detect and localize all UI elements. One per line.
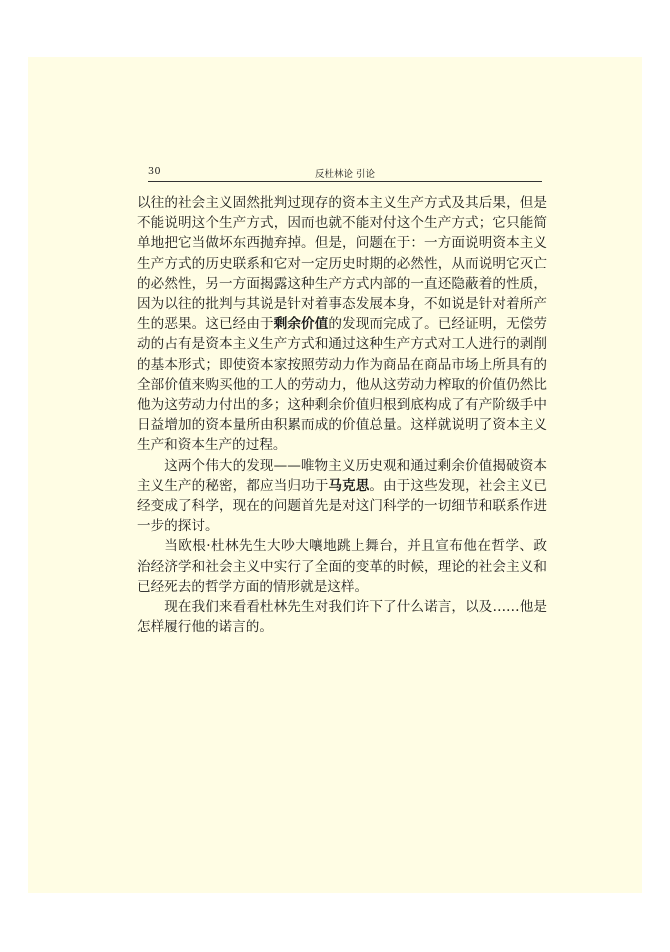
bold-term-marx: 马克思 (328, 477, 370, 494)
paragraph-promises: 现在我们来看看杜林先生对我们许下了什么诺言，以及……他是怎样履行他的诺言的。 (137, 599, 547, 636)
paragraph-text: 的发现而完成了。已经证明，无偿劳动的占有是资本主义生产方式和通过这种生产方式对工人进行的剥削的基本形式；即使资本家按照劳动力作为商品在商品市场上所具有的全部价值来购买他的工人的劳动力，他从这劳动力榨取的价值仍然比他为这劳动力付出的多；这种剩余价值归根到底构成了有产阶级手中日益增加的资本量所由积累而成的价值总量。这样就说明了资本主义生产和资本生产的过程。 (137, 316, 548, 454)
paragraph-surplus-value (137, 193, 547, 456)
running-title: 反杜林论 引论 (314, 169, 376, 180)
paragraph-duhring-stage: 当欧根·杜林先生大吵大嚷地跳上舞台，并且宣布他在哲学、政治经济学和社会主义中实行了全面的变革的时候，理论的社会主义和已经死去的哲学方面的情形就是这样。 (137, 538, 547, 595)
paragraph-text: 这两个伟大的发现——唯物主义历史观和通过剩余价值揭破资本主义生产的秘密，都应当归功于 (137, 457, 547, 494)
running-header (148, 166, 542, 182)
paragraph-text: 以往的社会主义固然批判过现存的资本主义生产方式及其后果，但是不能说明这个生产方式，因而也就不能对付这个生产方式；它只能简单地把它当做坏东西抛弃掉。但是，问题在于：一方面说明资本主义生产方式的历史联系和它对一定历史时期的必然性，从而说明它灭亡的必然性，另一方面揭露这种生产方式内部的一直还隐蔽着的性质，因为以往的批判与其说是针对着事态发展本身，不如说是针对着所产生的恶果。这已经由于 (137, 195, 547, 333)
paragraph-text: 。由于这些发现，社会主义已经变成了科学，现在的问题首先是对这门科学的一切细节和联系作进一步的探讨。 (137, 477, 548, 535)
paragraph-two-discoveries (137, 456, 547, 537)
page-number: 30 (148, 166, 162, 177)
bold-term-surplus-value: 剩余价值 (273, 316, 329, 333)
body-text (137, 193, 547, 637)
